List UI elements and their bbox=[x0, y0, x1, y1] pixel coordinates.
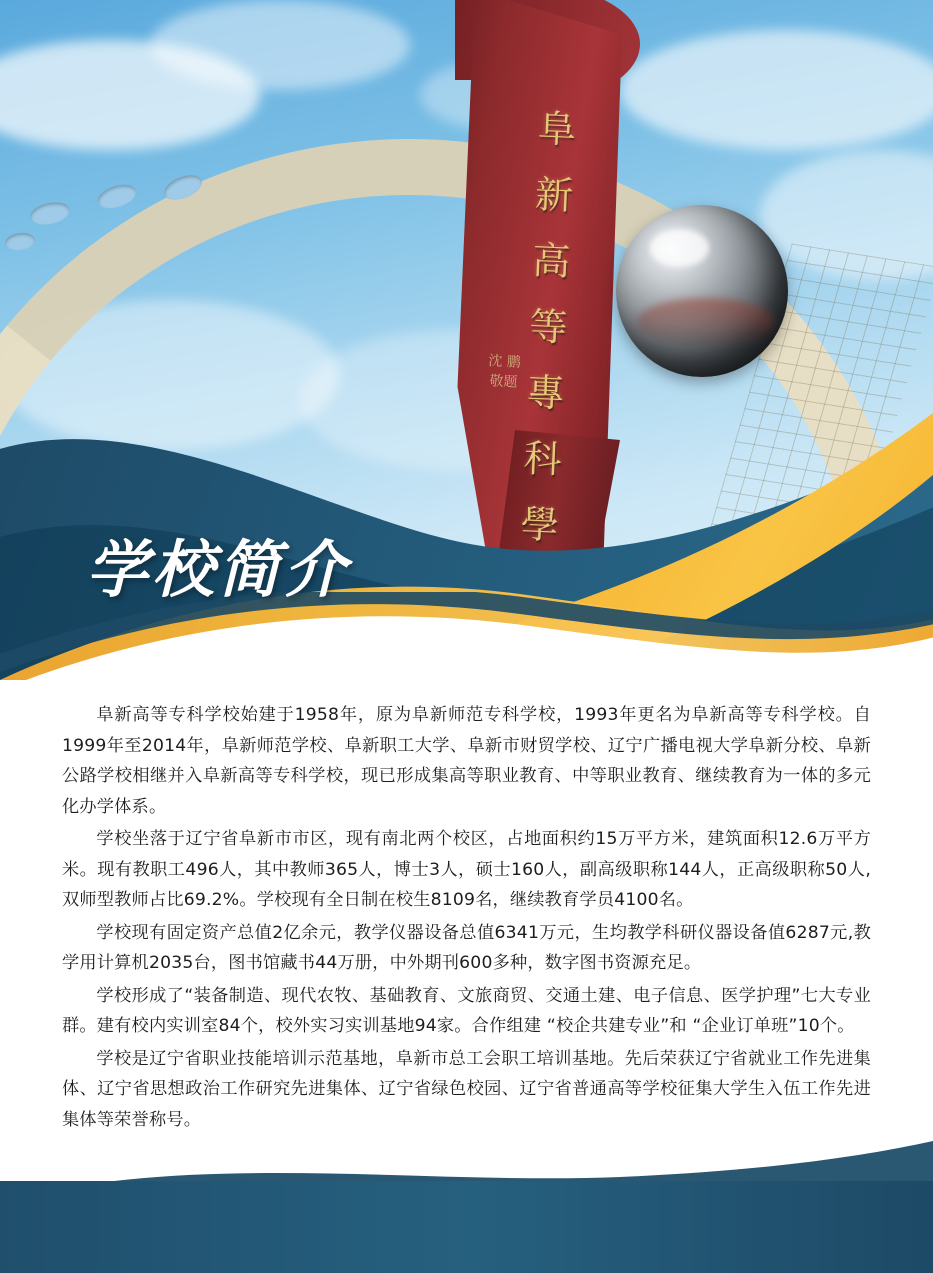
paragraph: 学校坐落于辽宁省阜新市市区，现有南北两个校区，占地面积约15万平方米，建筑面积12.6万平方米。现有教职工496人，其中教师365人，博士3人，硕士160人，副高级职称144人，正高级职称50人,双师型教师占比69.2%。学校现有全日制在校生8109名，继续教育学员4100名。 bbox=[62, 829, 871, 910]
monument-char: 等 bbox=[528, 304, 569, 350]
monument-signature: 沈 鹏 敬题 bbox=[487, 353, 522, 391]
arch-oval-opening bbox=[4, 231, 36, 252]
school-introduction-text bbox=[0, 700, 933, 1137]
paragraph: 学校现有固定资产总值2亿余元，教学仪器设备总值6341万元，生均教学科研仪器设备值6287元,教学用计算机2035台，图书馆藏书44万册，中外期刊600多种，数字图书资源充足。 bbox=[62, 922, 871, 973]
monument-char: 專 bbox=[525, 370, 566, 416]
monument-char: 學 bbox=[519, 502, 560, 548]
monument-char: 新 bbox=[534, 172, 575, 218]
paragraph: 学校形成了“装备制造、现代农牧、基础教育、文旅商贸、交通土建、电子信息、医学护理”七大专业群。建有校内实训室84个，校外实习实训基地94家。合作组建 “校企共建专业”和 “企业订单班”10个。 bbox=[62, 985, 871, 1036]
arch-oval-opening bbox=[95, 180, 140, 212]
cloud-shape bbox=[150, 0, 410, 90]
sphere-highlight bbox=[650, 229, 708, 267]
page-title: 学校简介 bbox=[86, 533, 351, 606]
monument-char: 高 bbox=[531, 238, 572, 284]
cloud-shape bbox=[620, 30, 933, 150]
footer-band bbox=[0, 1181, 933, 1273]
metal-sphere-sculpture bbox=[616, 205, 788, 377]
monument-char: 科 bbox=[522, 436, 563, 482]
paragraph: 学校是辽宁省职业技能培训示范基地，阜新市总工会职工培训基地。先后荣获辽宁省就业工作先进集体、辽宁省思想政治工作研究先进集体、辽宁省绿色校园、辽宁省普通高等学校征集大学生入伍工作先进集体等荣誉称号。 bbox=[62, 1048, 871, 1130]
monument-char: 阜 bbox=[537, 106, 578, 153]
paragraph: 阜新高等专科学校始建于1958年，原为阜新师范专科学校，1993年更名为阜新高等专科学校。自1999年至2014年，阜新师范学校、阜新职工大学、阜新市财贸学校、辽宁广播电视大学阜新分校、阜新公路学校相继并入阜新高等专科学校，现已形成集高等职业教育、中等职业教育、继续教育为一体的多元化办学体系。 bbox=[62, 705, 871, 817]
arch-oval-opening bbox=[28, 199, 71, 228]
